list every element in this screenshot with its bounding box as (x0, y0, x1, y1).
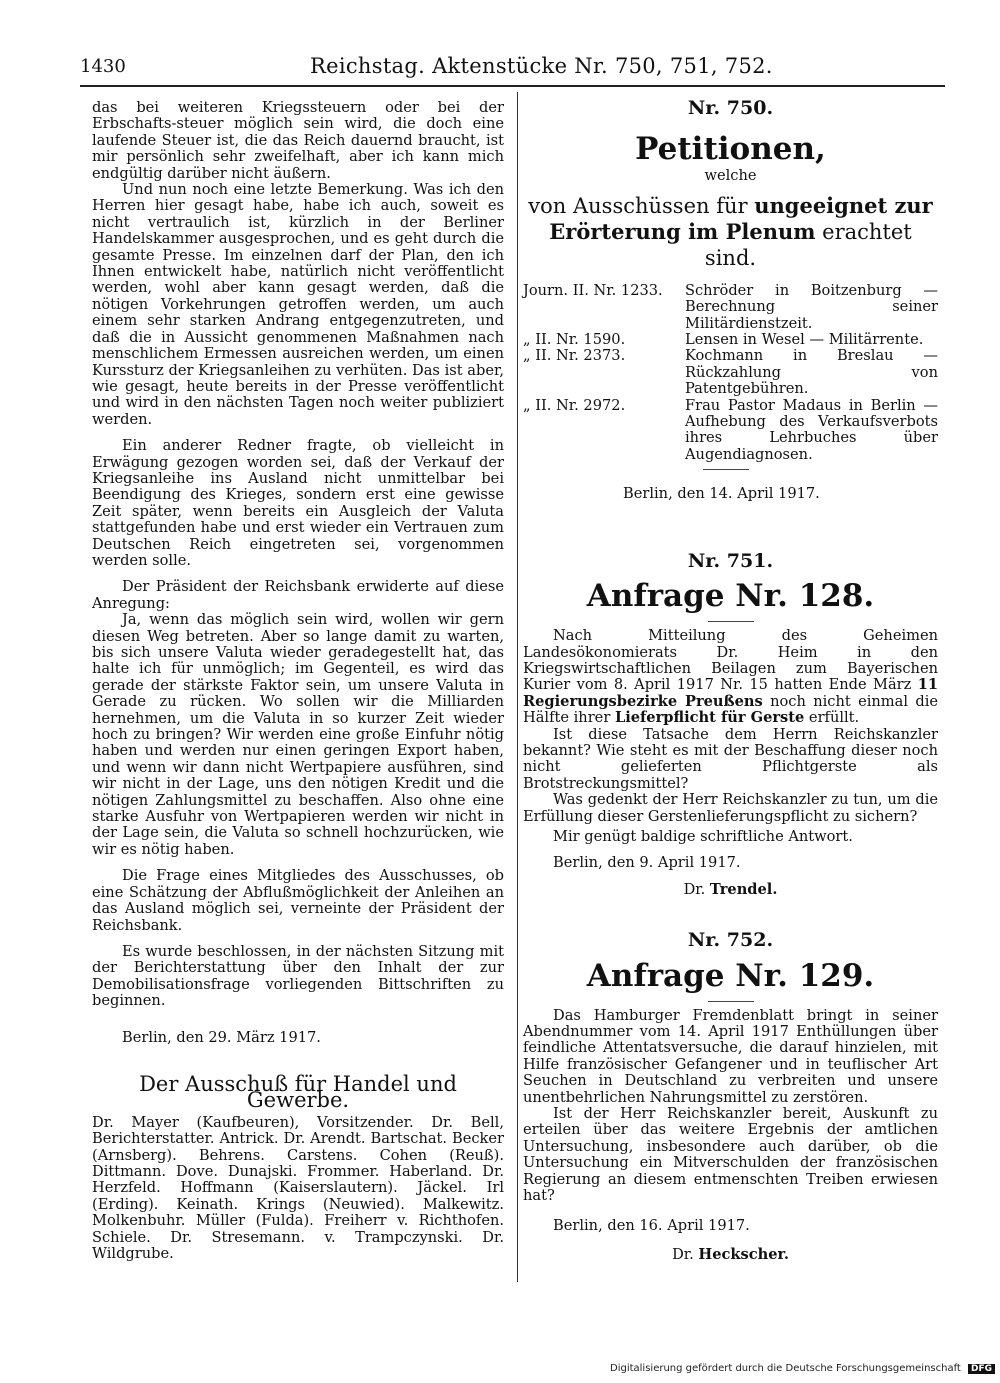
section-subline: welche (704, 167, 757, 185)
running-title: Reichstag. Aktenstücke Nr. 750, 751, 752. (310, 54, 773, 78)
digitization-credit (610, 1363, 995, 1374)
paragraph: das bei weiteren Kriegssteuern oder bei der Erbschafts-steuer möglich sein wird, die doch eine laufende Steuer ist, die das Reich dauernd braucht, ist mir persönlich sehr zweifelhaft, aber ich kann mich endgültig darüber nicht äußern. (92, 99, 504, 182)
header-rule (80, 85, 945, 87)
petition-text: Schröder in Boitzenburg — Berechnung seiner Militärdienstzeit. (685, 281, 938, 332)
dfg-logo: DFG (968, 1364, 995, 1374)
paragraph: Das Hamburger Fremdenblatt bringt in seiner Abendnummer vom 14. April 1917 Enthüllungen über feindliche Attentatsversuche, die darauf hinzielen, mit Hilfe französischer Gefangener und in teuflischer Art Seuchen in Deutschland zu verbreiten und unsere unentbehrlichen Nahrungsmittel zu zerstören. (523, 1006, 938, 1106)
section-heading: Anfrage Nr. 129. (586, 957, 875, 994)
signature: Dr. Trendel. (683, 880, 778, 898)
right-column (523, 97, 938, 1263)
petition-text: Kochmann in Breslau — Rückzahlung von Patentgebühren. (685, 347, 938, 398)
paragraph: Ist diese Tatsache dem Herrn Reichskanzler bekannt? Wie steht es mit der Beschaffung dieser noch nicht gelieferten Pflichtgerste als Brotstreckungsmittel? (523, 725, 938, 792)
journal-ref: „ II. Nr. 2972. (523, 396, 626, 414)
section-heading: Petitionen, (635, 131, 826, 168)
section-subtitle: von Ausschüssen für ungeeignet zur Erörterung im Plenum erachtet sind. (528, 192, 933, 270)
section-nr-752 (523, 929, 938, 1263)
paragraph: Es wurde beschlossen, in der nächsten Sitzung mit der Berichterstattung über den Inhalt der zur Demobilisationsfrage vorliegenden Bittschriften zu beginnen. (92, 942, 504, 1010)
paragraph: Nach Mitteilung des Geheimen Landesökonomierats Dr. Heim in den Kriegswirtschaftlichen Beilagen zum Bayerischen Kurier vom 8. April 1917 Nr. 15 hatten Ende März 11 Regierungsbezirke Preußens noch nicht einmal die Hälfte ihrer Lieferpflicht für Gerste erfüllt. (523, 627, 938, 727)
committee-members: Dr. Mayer (Kaufbeuren), Vorsitzender. Dr. Bell, Berichterstatter. Antrick. Dr. Arendt. Bartschat. Becker (Arnsberg). Behrens. Carstens. Cohen (Reuß). Dittmann. Dove. Dunajski. Frommer. Haberland. Dr. Herzfeld. Hoffmann (Kaiserslautern). Jäckel. Irl (Erding). Keinath. Krings (Neuwied). Malkewitz. Molkenbuhr. Müller (Fulda). Freiherr v. Richthofen. Schiele. Dr. Stresemann. v. Trampczynski. Dr. Wildgrube. (92, 1113, 504, 1262)
paragraph: Was gedenkt der Herr Reichskanzler zu tun, um die Erfüllung dieser Gerstenlieferungspflicht zu sichern? (523, 791, 938, 825)
list-item (523, 398, 938, 464)
section-number: Nr. 752. (687, 929, 774, 952)
left-column (92, 100, 504, 1262)
paragraph: Ist der Herr Reichskanzler bereit, Auskunft zu erteilen über das weitere Ergebnis der amtlichen Untersuchung, insbesondere auch darüber, ob die Untersuchung ein Mitverschulden der französischen Regierung an diesem entmenschten Treiben erwiesen hat? (523, 1105, 938, 1205)
credit-text: Digitalisierung gefördert durch die Deutsche Forschungsgemeinschaft (610, 1363, 961, 1374)
list-item (523, 332, 938, 348)
date-line: Berlin, den 9. April 1917. (553, 854, 741, 872)
rule (703, 469, 749, 470)
section-number: Nr. 750. (687, 97, 774, 119)
signature: Dr. Heckscher. (672, 1245, 789, 1263)
paragraph: Der Präsident der Reichsbank erwiderte auf diese Anregung: (92, 578, 504, 612)
paragraph: Ein anderer Redner fragte, ob vielleicht in Erwägung gezogen worden sei, daß der Verkauf der Kriegsanleihe ins Ausland nicht unmittelbar bei Beendigung des Krieges, sondern erst eine gewisse Zeit später, wenn bereits ein Ausgleich der Valuta stattgefunden habe und erst wieder ein Vertrauen zum Deutschen Reich eingetreten sei, vorgenommen werden solle. (92, 437, 504, 569)
journal-ref: Journ. II. Nr. 1233. (523, 281, 663, 299)
paragraph: Mir genügt baldige schriftliche Antwort. (553, 827, 853, 845)
date-line: Berlin, den 16. April 1917. (553, 1217, 750, 1235)
list-item (523, 283, 938, 332)
date-line: Berlin, den 14. April 1917. (623, 485, 820, 503)
page-number: 1430 (80, 56, 126, 77)
petition-list (523, 283, 938, 463)
list-item (523, 348, 938, 397)
journal-ref: „ II. Nr. 1590. (523, 331, 626, 349)
paragraph: Ja, wenn das möglich sein wird, wollen wir gern diesen Weg betreten. Aber so lange damit zu warten, bis sich unsere Valuta wieder geradegestellt hat, das halte ich für unmöglich; im Gegenteil, es wird das gerade der stärkste Faktor sein, um unsere Valuta in Gerade zu rücken. Wo sollen wir die Milliarden hernehmen, um die Valuta in so kurzer Zeit wieder hoch zu bringen? Wir werden eine große Einfuhr nötig haben und werden nur einen geringen Export haben, und wenn wir dann nicht Wertpapiere ausführen, sind wir nicht in der Lage, uns den nötigen Kredit und die nötigen Zahlungsmittel zu beschaffen. Also ohne eine starke Ausfuhr von Wertpapieren werden wir nicht in der Lage sein, die Valuta so schnell hochzurücken, wie wir es nötig haben. (92, 611, 504, 858)
petition-text: Lensen in Wesel — Militärrente. (685, 331, 924, 349)
committee-title: Der Ausschuß für Handel und Gewerbe. (139, 1071, 457, 1113)
section-number: Nr. 751. (687, 549, 774, 572)
paragraph: Die Frage eines Mitgliedes des Ausschusses, ob eine Schätzung der Abflußmöglichkeit der Anleihen an das Ausland möglich sei, verneinte der Präsident der Reichsbank. (92, 867, 504, 934)
date-line: Berlin, den 29. März 1917. (122, 1028, 321, 1046)
rule (708, 1001, 754, 1002)
page-header (80, 56, 945, 82)
section-nr-751 (523, 549, 938, 899)
section-nr-750 (523, 97, 938, 503)
rule (708, 621, 754, 622)
paragraph: Und nun noch eine letzte Bemerkung. Was ich den Herren hier gesagt habe, habe ich auch, soweit es nicht vertraulich ist, kürzlich in der Berliner Handelskammer ausgesprochen, und es geht durch die gesamte Presse. Im einzelnen darf der Plan, den ich Ihnen entwickelt habe, natürlich nicht veröffentlicht werden, wohl aber kann gesagt werden, daß die nötigen Vorkehrungen getroffen werden, um auch einem sehr starken Andrang entgegenzutreten, und daß die in Aussicht genommenen Maßnahmen nach menschlichem Ermessen ausreichen werden, um einen Kurssturz der Kriegsanleihen zu verhüten. Das ist aber, wie gesagt, heute bereits in der Presse veröffentlicht und wird in den nächsten Tagen noch weiter publiziert werden. (92, 181, 504, 428)
column-divider (517, 92, 518, 1282)
section-heading: Anfrage Nr. 128. (586, 578, 875, 615)
journal-ref: „ II. Nr. 2373. (523, 347, 626, 365)
petition-text: Frau Pastor Madaus in Berlin — Aufhebung des Verkaufsverbots ihres Lehrbuches über Augendiagnosen. (685, 396, 938, 463)
